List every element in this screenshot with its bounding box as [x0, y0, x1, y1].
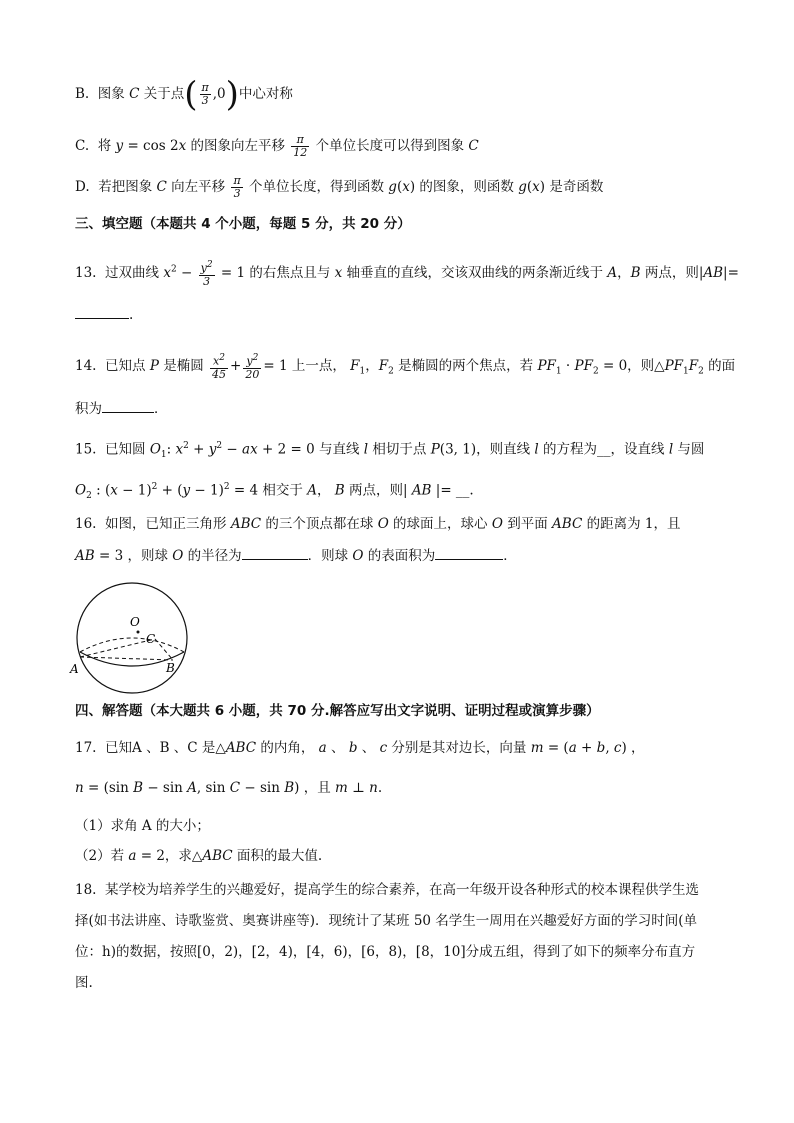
- question-15-cont: $O_2$ : $(x - 1)^2 + (y - 1)^2 = 4$ 相交于 A， B 两点，则| AB |= __.: [75, 482, 474, 502]
- section-3-title: 三、填空题（本题共 4 个小题，每题 5 分，共 20 分）: [75, 216, 411, 232]
- question-13-blank: .: [75, 305, 133, 325]
- question-17-cont: n = (sin B − sin A, sin C − sin B) ，且 m ⊥ n.: [75, 780, 383, 796]
- question-17: 17. 已知A 、B 、C 是△ABC 的内角， a 、 b 、 c 分别是其对边长，向量 m = (a + b, c) ，: [75, 740, 645, 756]
- question-16-cont: AB = 3 ，则球 O 的半径为 ．则球 O 的表面积为 ．: [75, 548, 517, 564]
- question-15: 15. 已知圆 $O_1$: $x^2 + y^2$ − ax + 2 = 0 与直线 l 相切于点 P(3, 1)，则直线 l 的方程为__，设直线 l 与圆: [75, 441, 705, 461]
- label-o: O: [130, 615, 140, 629]
- question-17-part-2: （2）若 a = 2，求△ABC 面积的最大值.: [75, 848, 323, 864]
- question-14: 14. 已知点 P 是椭圆 $\frac{x^2}{45}$ + $\frac{y^2}{20}$ = 1 上一点， $F_1$，$F_2$ 是椭圆的两个焦点，若 $PF_1 \cdot PF_2 = 0$，则$\triangle PF_1F_2$ 的面: [75, 353, 736, 381]
- option-c: C. 将 y = cos 2x 的图象向左平移 $\frac{\pi}{12}$ 个单位长度可以得到图象 C: [75, 133, 479, 159]
- question-16: 16. 如图，已知正三角形 ABC 的三个顶点都在球 O 的球面上，球心 O 到平面 ABC 的距离为 1，且: [75, 516, 681, 532]
- label-a: A: [70, 662, 79, 676]
- sphere-figure: [66, 580, 196, 695]
- option-b: B. 图象 C 关于点( $\frac{\pi}{3}$ ,0)中心对称: [75, 74, 293, 115]
- label-b: B: [166, 661, 175, 675]
- question-13: 13. 过双曲线 $x^2$ − $\frac{y^2}{3}$ = 1 的右焦点且与 x 轴垂直的直线，交该双曲线的两条渐近线于 A，B 两点，则|AB|=: [75, 260, 739, 288]
- question-18-line-4: 图.: [75, 975, 93, 991]
- label-c: C: [146, 632, 156, 646]
- question-17-part-1: （1）求角 A 的大小；: [75, 818, 210, 834]
- question-18-line-3: 位：h)的数据，按照[0，2)，[2，4)，[4，6)，[6，8)，[8，10]分成五组，得到了如下的频率分布直方: [75, 944, 696, 960]
- question-18: 18. 某学校为培养学生的兴趣爱好，提高学生的综合素养，在高一年级开设各种形式的校本课程供学生选: [75, 882, 700, 898]
- question-14-cont: 积为 ．: [75, 401, 168, 417]
- question-18-line-2: 择(如书法讲座、诗歌鉴赏、奥赛讲座等)．现统计了某班 50 名学生一周用在兴趣爱好方面的学习时间(单: [75, 913, 698, 929]
- option-d: D. 若把图象 C 向左平移 $\frac{\pi}{3}$ 个单位长度，得到函数 g(x) 的图象，则函数 g(x) 是奇函数: [75, 174, 604, 200]
- section-4-title: 四、解答题（本大题共 6 小题，共 70 分.解答应写出文字说明、证明过程或演算步骤）: [75, 703, 600, 719]
